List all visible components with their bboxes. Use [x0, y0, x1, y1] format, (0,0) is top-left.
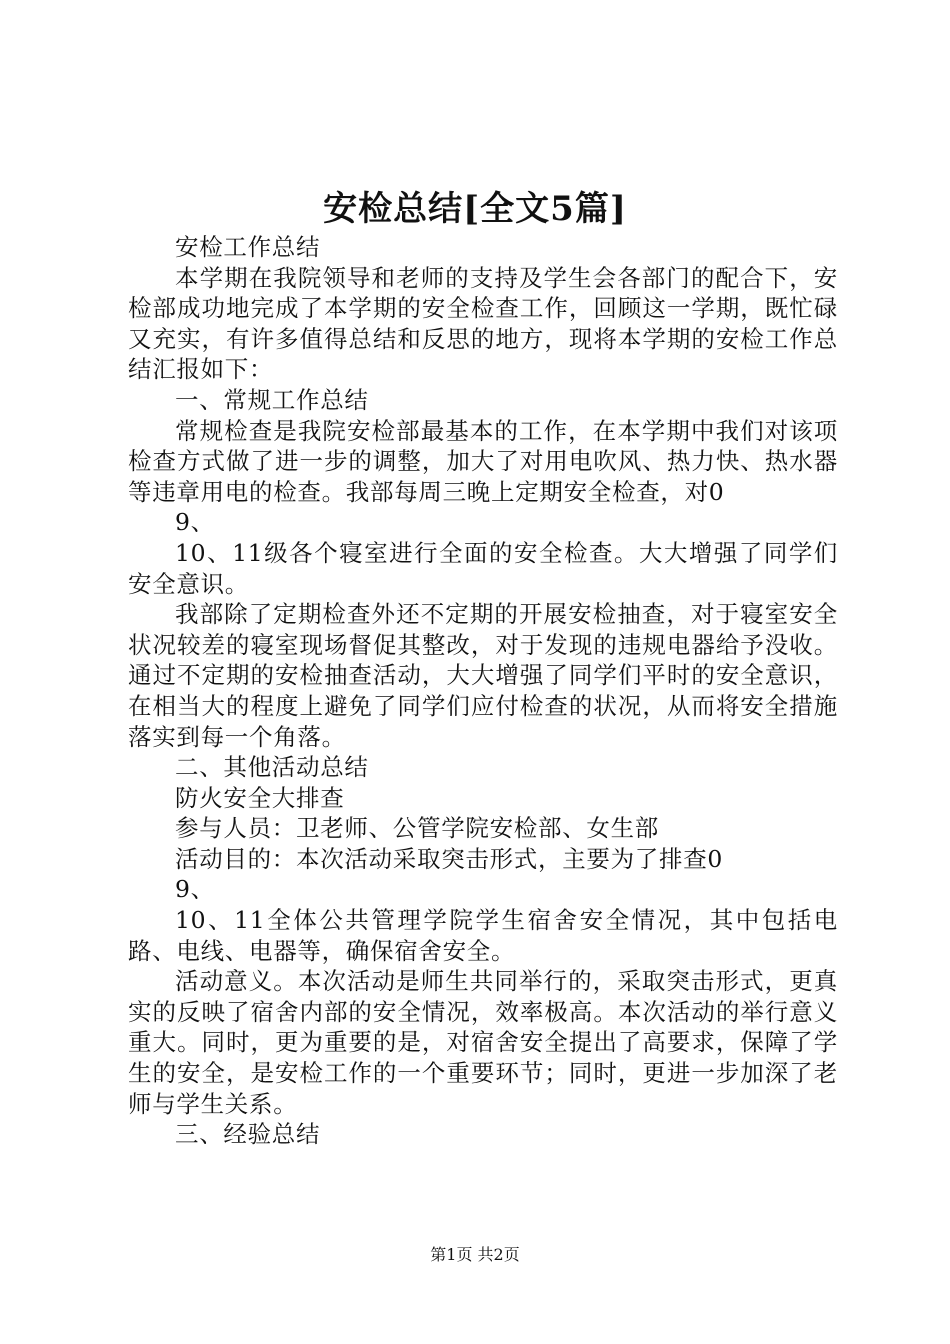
- document-title: 安检总结[全文5篇]: [323, 189, 627, 229]
- paragraph-participants: 参与人员：卫老师、公管学院安检部、女生部: [175, 814, 659, 843]
- page-footer: 第1页 共2页: [430, 1245, 520, 1264]
- document-body: [128, 232, 838, 1150]
- paragraph-intro: 本学期在我院领导和老师的支持及学生会各部门的配合下，安检部成功地完成了本学期的安全检查工作，回顾这一学期，既忙碌又充实，有许多值得总结和反思的地方，现将本学期的安检工作总结汇报如下：: [128, 263, 838, 384]
- paragraph-purpose-cont: 10、11全体公共管理学院学生宿舍安全情况，其中包括电路、电线、电器等，确保宿舍安全。: [128, 906, 838, 965]
- section-heading-activities: 二、其他活动总结: [175, 753, 369, 782]
- section-heading-routine: 一、常规工作总结: [175, 385, 369, 414]
- paragraph-activity-name: 防火安全大排查: [175, 783, 345, 812]
- paragraph-routine-check: 常规检查是我院安检部最基本的工作，在本学期中我们对该项检查方式做了进一步的调整，加大了对用电吹风、热力快、热水器等违章用电的检查。我部每周三晚上定期安全检查，对0: [128, 416, 838, 506]
- paragraph-purpose: 活动目的：本次活动采取突击形式，主要为了排查0: [175, 844, 724, 873]
- paragraph-fragment: 9、: [175, 508, 215, 537]
- paragraph-significance: 活动意义。本次活动是师生共同举行的，采取突击形式，更真实的反映了宿舍内部的安全情况，效率极高。本次活动的举行意义重大。同时，更为重要的是，对宿舍安全提出了高要求，保障了学生的安全，是安检工作的一个重要环节；同时，更进一步加深了老师与学生关系。: [128, 967, 838, 1118]
- paragraph-routine-cont: 10、11级各个寝室进行全面的安全检查。大大增强了同学们安全意识。: [128, 538, 838, 598]
- paragraph-fragment: 9、: [175, 875, 215, 904]
- section-heading-experience: 三、经验总结: [175, 1120, 321, 1149]
- paragraph-heading: 安检工作总结: [175, 233, 321, 261]
- paragraph-spot-check: 我部除了定期检查外还不定期的开展安检抽查，对于寝室安全状况较差的寝室现场督促其整改，对于发现的违规电器给予没收。通过不定期的安检抽查活动，大大增强了同学们平时的安全意识，在相当大的程度上避免了同学们应付检查的状况，从而将安全措施落实到每一个角落。: [128, 600, 838, 751]
